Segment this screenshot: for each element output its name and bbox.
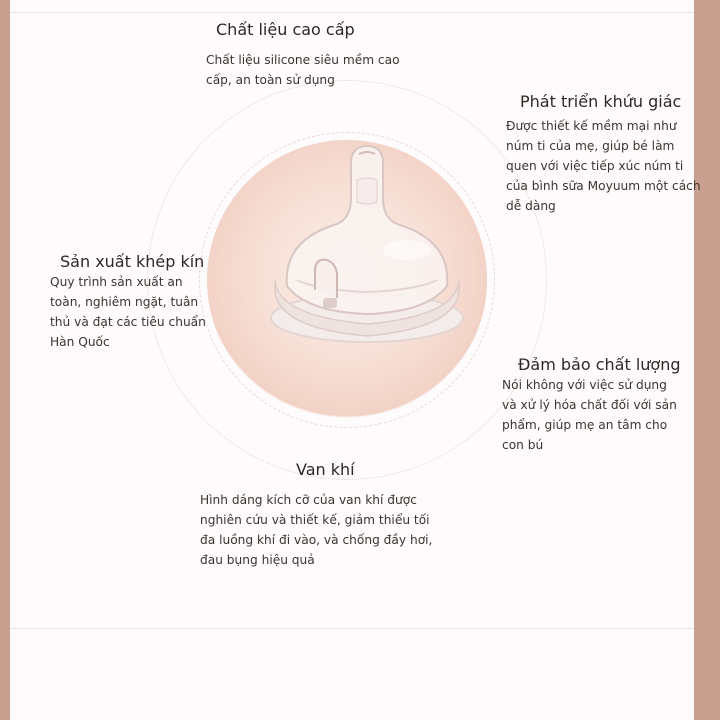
- feature-sucking-title: Phát triển khứu giác: [520, 92, 682, 111]
- feature-production-desc: Quy trình sản xuất an toàn, nghiêm ngặt, tuân thủ và đạt các tiêu chuẩn Hàn Quốc: [50, 275, 206, 349]
- feature-valve-title: Van khí: [296, 460, 355, 479]
- top-divider: [10, 12, 694, 13]
- feature-material-title: Chất liệu cao cấp: [216, 20, 355, 39]
- bottle-nipple-image: [257, 140, 477, 360]
- feature-sucking-desc: Được thiết kế mềm mại như núm ti của mẹ, giúp bé làm quen với việc tiếp xúc núm ti của bình sữa Moyuum một cách dễ dàng: [506, 119, 701, 213]
- feature-valve-desc: Hình dáng kích cỡ của van khí được nghiên cứu và thiết kế, giảm thiểu tối đa luồng khí đi vào, và chống đầy hơi, đau bụng hiệu quả: [200, 493, 433, 567]
- feature-quality-desc: Nói không với việc sử dụng và xử lý hóa chất đối với sản phẩm, giúp mẹ an tâm cho con bú: [502, 378, 677, 452]
- feature-production-title: Sản xuất khép kín: [60, 252, 205, 271]
- feature-quality-title: Đảm bảo chất lượng: [518, 355, 681, 374]
- bottom-divider: [10, 628, 694, 629]
- feature-material-desc: Chất liệu silicone siêu mềm cao cấp, an toàn sử dụng: [206, 53, 400, 87]
- content-panel: [10, 0, 701, 720]
